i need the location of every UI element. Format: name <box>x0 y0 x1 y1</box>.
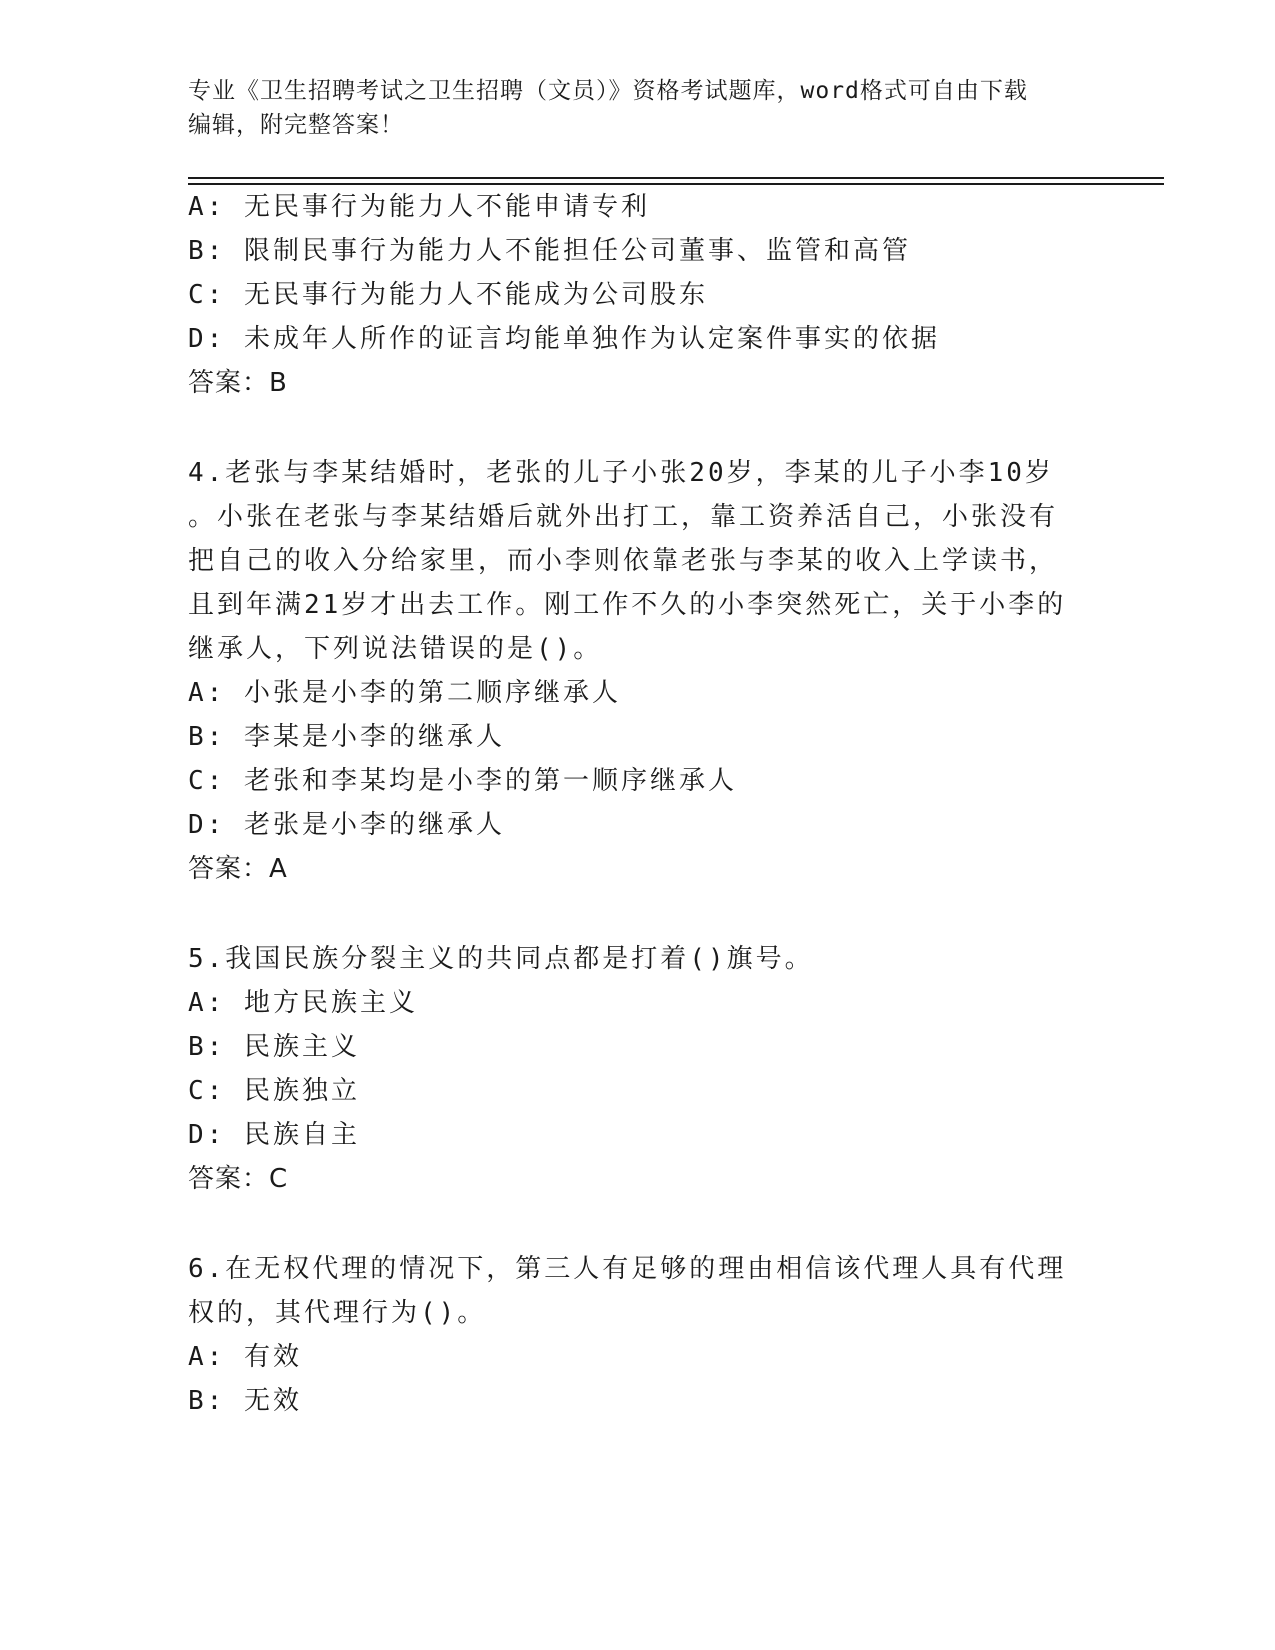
q4-option-d: D: 老张是小李的继承人 <box>188 810 505 840</box>
header-line-1: 专业《卫生招聘考试之卫生招聘（文员）》资格考试题库，word格式可自由下载 <box>188 78 1028 104</box>
q6-option-b: B: 无效 <box>188 1386 302 1416</box>
q5-option-d: D: 民族自主 <box>188 1120 360 1150</box>
q3-option-d: D: 未成年人所作的证言均能单独作为认定案件事实的依据 <box>188 324 940 354</box>
header-line-2: 编辑，附完整答案！ <box>188 112 404 138</box>
document-header <box>188 74 1088 142</box>
q4-stem-line-5: 继承人，下列说法错误的是()。 <box>188 634 603 664</box>
q4-stem-line-1: 4.老张与李某结婚时，老张的儿子小张20岁，李某的儿子小李10岁 <box>188 458 1054 488</box>
header-divider-top <box>188 177 1164 179</box>
q4-option-b: B: 李某是小李的继承人 <box>188 722 505 752</box>
q3-option-a: A: 无民事行为能力人不能申请专利 <box>188 192 650 222</box>
q4-answer: 答案：A <box>188 854 288 884</box>
q5-answer: 答案：C <box>188 1164 289 1194</box>
q3-option-b: B: 限制民事行为能力人不能担任公司董事、监管和高管 <box>188 236 911 266</box>
q5-option-b: B: 民族主义 <box>188 1032 360 1062</box>
q4-option-c: C: 老张和李某均是小李的第一顺序继承人 <box>188 766 737 796</box>
q5-option-c: C: 民族独立 <box>188 1076 360 1106</box>
q6-stem-line-1: 6.在无权代理的情况下，第三人有足够的理由相信该代理人具有代理 <box>188 1254 1067 1284</box>
header-divider-bottom <box>188 183 1164 185</box>
q4-stem-line-4: 且到年满21岁才出去工作。刚工作不久的小李突然死亡，关于小李的 <box>188 590 1067 620</box>
q6-stem-line-2: 权的，其代理行为()。 <box>188 1298 487 1328</box>
q3-answer: 答案：B <box>188 368 288 398</box>
q5-stem-line-1: 5.我国民族分裂主义的共同点都是打着()旗号。 <box>188 944 814 974</box>
q4-stem-line-2: 。小张在老张与李某结婚后就外出打工，靠工资养活自己，小张没有 <box>188 502 1059 532</box>
q3-option-c: C: 无民事行为能力人不能成为公司股东 <box>188 280 708 310</box>
q5-option-a: A: 地方民族主义 <box>188 988 418 1018</box>
q6-option-a: A: 有效 <box>188 1342 302 1372</box>
q4-stem-line-3: 把自己的收入分给家里，而小李则依靠老张与李某的收入上学读书， <box>188 546 1059 576</box>
q4-option-a: A: 小张是小李的第二顺序继承人 <box>188 678 621 708</box>
